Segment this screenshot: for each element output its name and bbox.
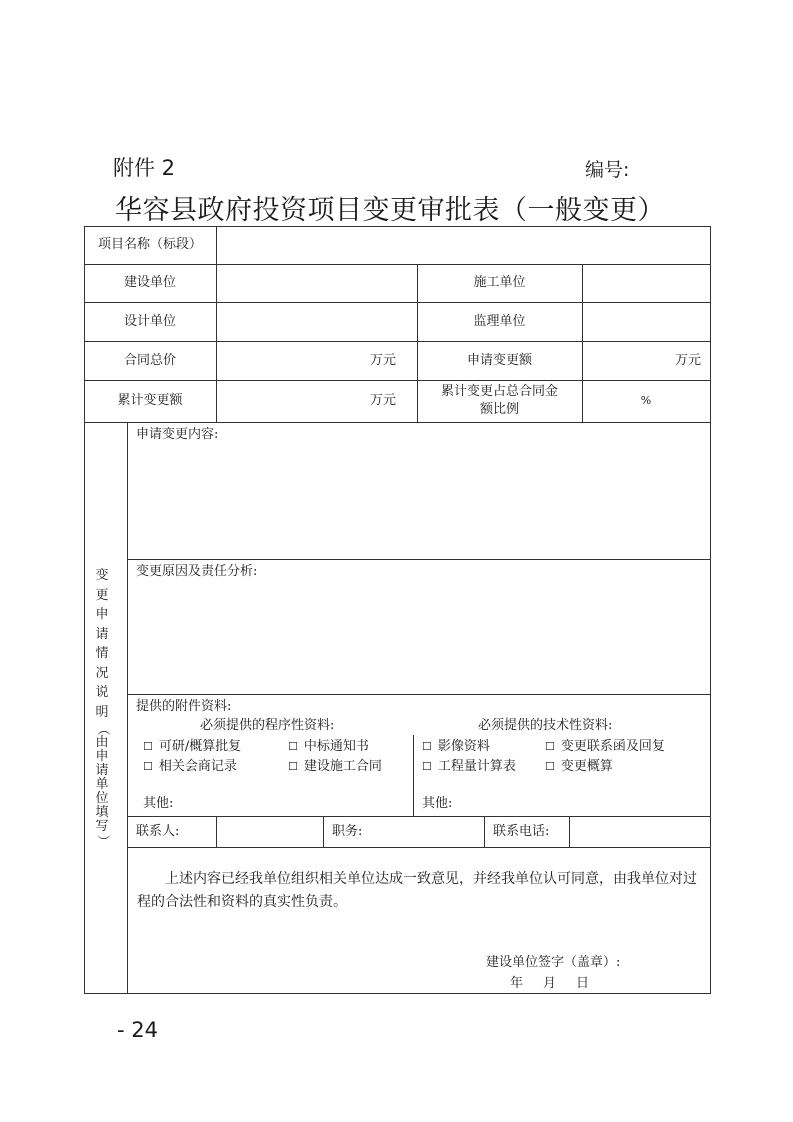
- side-note-char: 由: [95, 735, 109, 750]
- side-paren-close: ）: [95, 834, 110, 848]
- change-reason-field[interactable]: [128, 582, 709, 693]
- checkbox-icon[interactable]: ☐: [545, 740, 555, 753]
- checkbox-icon[interactable]: ☐: [422, 760, 432, 773]
- declaration-text: 上述内容已经我单位组织相关单位达成一致意见，并经我单位认可同意，由我单位对过程的合法性和资料的真实性负责。: [137, 871, 697, 910]
- contractor-field[interactable]: [583, 265, 709, 301]
- col-border: [710, 226, 711, 993]
- row-border: [127, 847, 711, 848]
- change-ratio-label: 累计变更占总合同金额比例: [440, 384, 558, 417]
- row-border: [84, 422, 711, 423]
- row-border: [84, 993, 711, 994]
- checklist-item-label: 中标通知书: [303, 739, 369, 754]
- designer-field[interactable]: [217, 303, 416, 340]
- change-ratio-field[interactable]: [583, 381, 709, 421]
- cumulative-change-label: 累计变更额: [117, 393, 183, 408]
- contact-person-label: 联系人:: [136, 823, 180, 839]
- contract-total-unit: 万元: [369, 352, 396, 368]
- side-char: 更: [95, 587, 109, 603]
- checkbox-icon[interactable]: ☐: [545, 760, 555, 773]
- side-char: 情: [95, 646, 109, 661]
- checklist-item-label: 建设施工合同: [303, 759, 382, 774]
- page-number: - 24: [117, 1018, 158, 1042]
- side-note-char: 请: [95, 763, 109, 778]
- checkbox-icon[interactable]: ☐: [422, 740, 432, 753]
- procedural-other-label: 其他:: [143, 796, 174, 811]
- attachments-label: 提供的附件资料:: [136, 699, 232, 714]
- technical-docs-title: 必须提供的技术性资料:: [478, 718, 613, 733]
- checkbox-icon[interactable]: ☐: [288, 760, 298, 773]
- position-label: 职务:: [332, 823, 363, 839]
- technical-other-label: 其他:: [422, 796, 453, 811]
- checklist-item[interactable]: [143, 759, 237, 775]
- change-reason-label: 变更原因及责任分析:: [136, 564, 258, 579]
- section-side-label: [92, 566, 112, 848]
- side-char: 说: [95, 685, 109, 700]
- row-border: [127, 559, 711, 560]
- side-char: 变: [95, 568, 109, 583]
- builder-label: 建设单位: [123, 275, 176, 290]
- checklist-item-label: 影像资料: [437, 739, 490, 754]
- date-day: 日: [576, 976, 590, 991]
- checklist-item[interactable]: [143, 739, 241, 755]
- change-content-label: 申请变更内容:: [136, 427, 219, 442]
- date-month: 月: [543, 976, 557, 991]
- checklist-item-label: 可研/概算批复: [158, 739, 242, 754]
- checklist-item[interactable]: [288, 759, 382, 775]
- supervisor-label: 监理单位: [473, 313, 526, 329]
- project-name-label: 项目名称（标段）: [97, 237, 202, 252]
- checklist-item-label: 工程量计算表: [437, 759, 516, 774]
- serial-number-label: 编号:: [585, 159, 630, 181]
- side-char: 申: [95, 607, 109, 622]
- change-amount-label: 申请变更额: [466, 352, 532, 368]
- attachment-label: 附件 2: [113, 156, 176, 180]
- checkbox-icon[interactable]: ☐: [143, 740, 153, 753]
- side-paren-open: （: [95, 722, 110, 736]
- designer-label: 设计单位: [123, 313, 176, 329]
- checklist-item-label: 变更概算: [560, 759, 613, 774]
- builder-field[interactable]: [217, 265, 416, 301]
- checklist-item-label: 相关会商记录: [158, 759, 237, 774]
- row-border: [127, 694, 711, 695]
- phone-field[interactable]: [570, 817, 709, 846]
- checklist-item[interactable]: [422, 739, 490, 755]
- checklist-item[interactable]: [422, 759, 516, 775]
- side-char: 请: [95, 626, 109, 642]
- side-char: 明: [95, 704, 109, 720]
- change-ratio-unit: %: [640, 394, 652, 407]
- form-title: 华容县政府投资项目变更审批表（一般变更）: [115, 195, 665, 226]
- change-content-field[interactable]: [128, 445, 709, 558]
- cumulative-change-unit: 万元: [369, 393, 396, 408]
- checklist-item-label: 变更联系函及回复: [560, 739, 665, 754]
- side-char: 况: [95, 665, 109, 681]
- side-note-char: 填: [95, 805, 109, 820]
- date-year: 年: [510, 976, 524, 991]
- contract-total-field[interactable]: [217, 342, 416, 379]
- change-amount-field[interactable]: [583, 342, 709, 379]
- checklist-item[interactable]: [545, 739, 665, 755]
- cumulative-change-field[interactable]: [217, 381, 416, 421]
- checklist-item[interactable]: [288, 739, 369, 755]
- checkbox-icon[interactable]: ☐: [288, 740, 298, 753]
- signature-label: 建设单位签字（盖章）:: [486, 955, 621, 970]
- side-note-char: 写: [95, 819, 109, 834]
- side-note-char: 位: [95, 791, 109, 806]
- contractor-label: 施工单位: [473, 275, 526, 290]
- side-note-char: 申: [95, 749, 109, 764]
- phone-label: 联系电话:: [493, 823, 550, 839]
- change-amount-unit: 万元: [674, 352, 701, 368]
- checkbox-icon[interactable]: ☐: [143, 760, 153, 773]
- side-note-char: 单: [95, 777, 109, 792]
- contact-person-field[interactable]: [217, 817, 322, 846]
- supervisor-field[interactable]: [583, 303, 709, 340]
- procedural-docs-title: 必须提供的程序性资料:: [200, 718, 335, 733]
- contract-total-label: 合同总价: [123, 352, 176, 368]
- project-name-field[interactable]: [217, 227, 709, 263]
- checklist-item[interactable]: [545, 759, 613, 775]
- col-border: [413, 735, 414, 816]
